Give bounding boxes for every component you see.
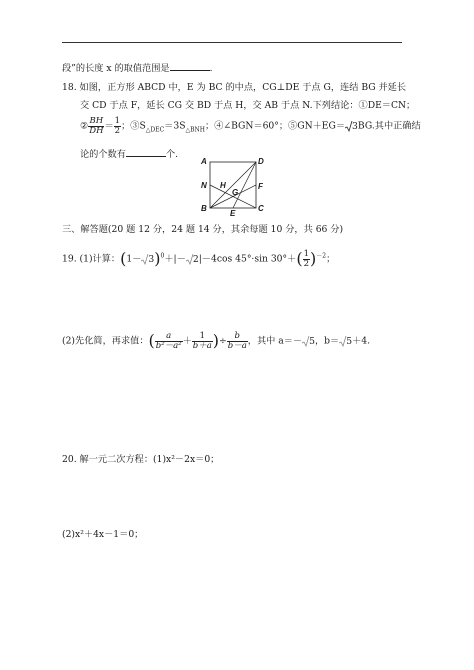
section-3-heading: 三、解答题(20 题 12 分，24 题 14 分，其余每题 10 分，共 66 分) — [62, 224, 344, 235]
sqrt-5: 5 — [339, 337, 352, 346]
fraction-one-half: $\frac{1}{2}$ — [303, 249, 309, 269]
q18-line4: 论的个数有 个. — [80, 149, 179, 160]
label-a: A — [201, 157, 207, 166]
q18-line3: ② $\frac{BH}{DH}$ ＝ $\frac{1}{2}$ ；$③S_{\triangle DEC}=3S_{\triangle BNH}$；④∠BGN＝60°；⑤GN＋EG＝ 3BG.其中正确结 — [80, 116, 421, 136]
label-h: H — [220, 181, 226, 190]
answer-blank[interactable] — [126, 148, 166, 157]
q19-part2: (2)先化简，再求值：( $\frac{a}{\text{b²－a²}}$ ＋ $\frac{1}{b+a}$ )÷ $\frac{b}{b-a}$ ，其中 a＝－ 5，b＝ 5＋4. — [62, 331, 371, 351]
q20-part2: (2)x²＋4x－1＝0； — [62, 529, 144, 540]
fraction-bh-dh: $\frac{BH}{DH}$ — [89, 116, 104, 136]
diagonal-bd — [210, 162, 256, 208]
top-fragment: 段”的长度 x 的取值范围是 . — [62, 63, 213, 74]
q20-number: 20. — [62, 454, 77, 465]
sqrt-2: 2 — [186, 255, 199, 264]
label-c: C — [258, 204, 264, 213]
header-rule — [62, 42, 402, 43]
segment-de — [233, 162, 256, 208]
q18-line2: 交 CD 于点 F，延长 CG 交 BD 于点 H，交 AB 于点 N.下列结论：①DE＝CN； — [80, 100, 416, 111]
fraction-1-over-b-plus-a: $\frac{1}{b+a}$ — [192, 331, 212, 351]
q19-part1: 19. (1)计算：(1－ 3)$^0$＋|－ 2|－4cos 45°·sin 30°＋( $\frac{1}{2}$ )$^{-2}$； — [62, 249, 336, 269]
label-b: B — [201, 204, 207, 213]
label-n: N — [201, 181, 207, 190]
sqrt-3: 3 — [345, 122, 358, 131]
fraction-one-half: $\frac{1}{2}$ — [114, 116, 121, 136]
sqrt-5: 5 — [302, 337, 315, 346]
label-d: D — [258, 157, 264, 166]
q18-line1: 18. 如图，正方形 ABCD 中，E 为 BC 的中点，CG⊥DE 于点 G，连结 BG 并延长 — [62, 82, 407, 93]
fraction-b-over-b-minus-a: $\frac{b}{b-a}$ — [227, 331, 247, 351]
q18-number: 18. — [62, 82, 77, 93]
label-g: G — [232, 188, 239, 197]
label-e: E — [230, 209, 236, 218]
geometry-figure — [196, 156, 276, 220]
q20-part1: 20. 解一元二次方程：(1)x²－2x＝0； — [62, 454, 220, 465]
fraction-a-over-b2-a2: $\frac{a}{\text{b²－a²}}$ — [155, 331, 182, 351]
sqrt-3: 3 — [141, 255, 154, 264]
q19-number: 19. — [62, 253, 77, 265]
answer-blank[interactable] — [170, 62, 210, 71]
label-f: F — [258, 182, 263, 191]
